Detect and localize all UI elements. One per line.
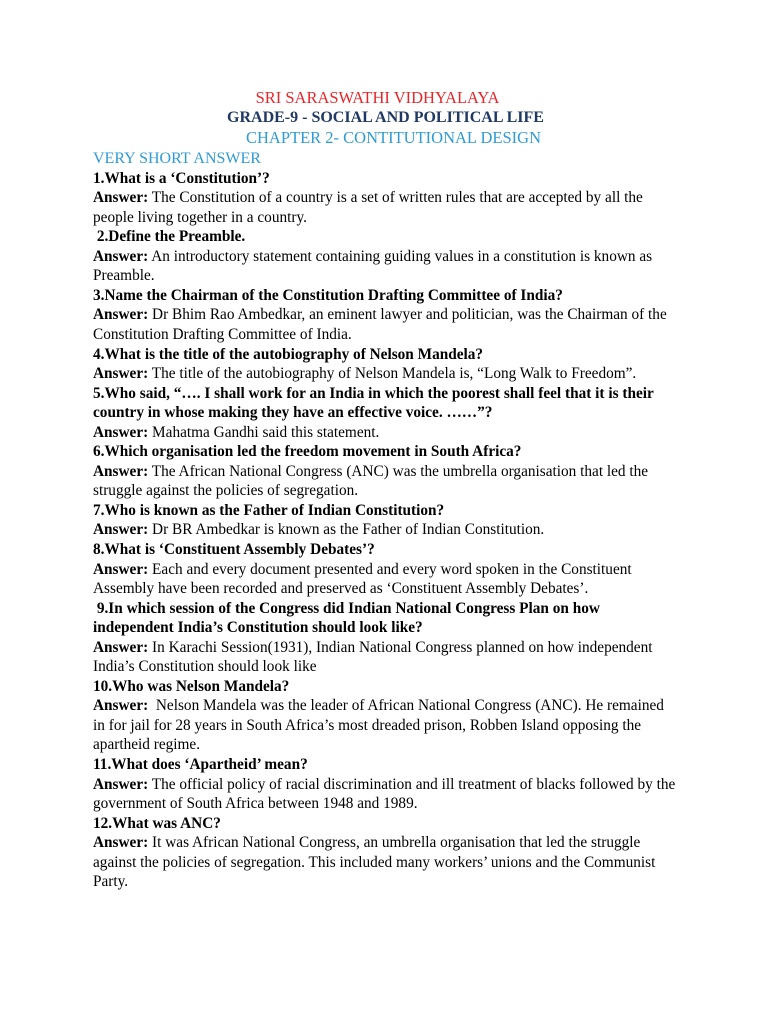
question-7: 7.Who is known as the Father of Indian Constitution?: [93, 501, 445, 519]
answer-text: The title of the autobiography of Nelson Mandela is, “Long Walk to Freedom”.: [148, 365, 637, 383]
answer-label: Answer:: [93, 697, 149, 715]
answer-text: It was African National Congress, an umbrella organisation that led the struggle against the policies of segregation. This included many workers’ unions and the Communist Party.: [93, 834, 656, 891]
answer-2: [93, 247, 678, 286]
answer-text: In Karachi Session(1931), Indian National Congress planned on how independent India’s Constitution should look like: [93, 638, 653, 676]
answer-text: Dr BR Ambedkar is known as the Father of Indian Constitution.: [148, 521, 545, 539]
answer-text: Mahatma Gandhi said this statement.: [148, 423, 380, 441]
answer-text: The Constitution of a country is a set of written rules that are accepted by all the people living together in a country.: [93, 189, 643, 226]
answer-10: [93, 696, 678, 755]
question-11: 11.What does ‘Apartheid’ mean?: [93, 756, 308, 773]
answer-6: [93, 462, 678, 501]
answer-5: [93, 423, 678, 443]
answer-12: [93, 833, 678, 892]
section-title: VERY SHORT ANSWER: [93, 150, 261, 167]
answer-text: The official policy of racial discrimination and ill treatment of blacks followed by the government of South Africa between 1948 and 1989.: [93, 775, 676, 813]
question-8: 8.What is ‘Constituent Assembly Debates’?: [93, 540, 375, 558]
answer-9: [93, 638, 678, 677]
answer-label: Answer:: [93, 247, 149, 265]
question-1: 1.What is a ‘Constitution’?: [93, 169, 270, 187]
question-2: 2.Define the Preamble.: [93, 228, 246, 246]
question-9: 9.In which session of the Congress did Indian National Congress Plan on how independent India’s Constitution should look like?: [93, 599, 604, 637]
qa-list: [93, 169, 678, 892]
question-3: 3.Name the Chairman of the Constitution Drafting Committee of India?: [93, 286, 563, 304]
answer-11: [93, 775, 678, 814]
answer-label: Answer:: [93, 775, 149, 793]
answer-text: Nelson Mandela was the leader of African National Congress (ANC). He remained in for jail for 28 years in South Africa’s most dreaded prison, Robben Island opposing the apartheid regime.: [93, 697, 668, 754]
answer-text: Each and every document presented and every word spoken in the Constituent Assembly have been recorded and preserved as ‘Constituent Assembly Debates’.: [93, 560, 632, 598]
question-5: 5.Who said, “…. I shall work for an India in which the poorest shall feel that it is their country in whose making they have an effective voice. ……”?: [93, 384, 654, 422]
answer-label: Answer:: [93, 306, 149, 324]
answer-label: Answer:: [93, 638, 149, 656]
question-12: 12.What was ANC?: [93, 814, 221, 832]
question-4: 4.What is the title of the autobiography of Nelson Mandela?: [93, 345, 484, 363]
answer-1: [93, 188, 678, 227]
answer-text: The African National Congress (ANC) was the umbrella organisation that led the struggle against the policies of segregation.: [93, 462, 649, 500]
answer-text: Dr Bhim Rao Ambedkar, an eminent lawyer and politician, was the Chairman of the Constitution Drafting Committee of India.: [93, 306, 667, 343]
school-name: SRI SARASWATHI VIDHYALAYA: [255, 88, 500, 107]
answer-label: Answer:: [93, 189, 149, 207]
question-10: 10.Who was Nelson Mandela?: [93, 677, 290, 695]
answer-3: [93, 305, 678, 344]
document-page: [93, 88, 678, 892]
answer-label: Answer:: [93, 423, 149, 441]
answer-label: Answer:: [93, 462, 149, 480]
answer-8: [93, 560, 678, 599]
answer-text: An introductory statement containing guiding values in a constitution is known as Preamble.: [93, 247, 653, 285]
answer-label: Answer:: [93, 521, 149, 539]
grade-title: GRADE-9 - SOCIAL AND POLITICAL LIFE: [227, 109, 544, 126]
answer-label: Answer:: [93, 834, 149, 852]
answer-4: [93, 364, 678, 384]
question-6: 6.Which organisation led the freedom movement in South Africa?: [93, 443, 522, 461]
answer-label: Answer:: [93, 365, 149, 383]
chapter-title: CHAPTER 2- CONTITUTIONAL DESIGN: [246, 128, 541, 147]
answer-label: Answer:: [93, 560, 149, 578]
answer-7: [93, 520, 678, 540]
